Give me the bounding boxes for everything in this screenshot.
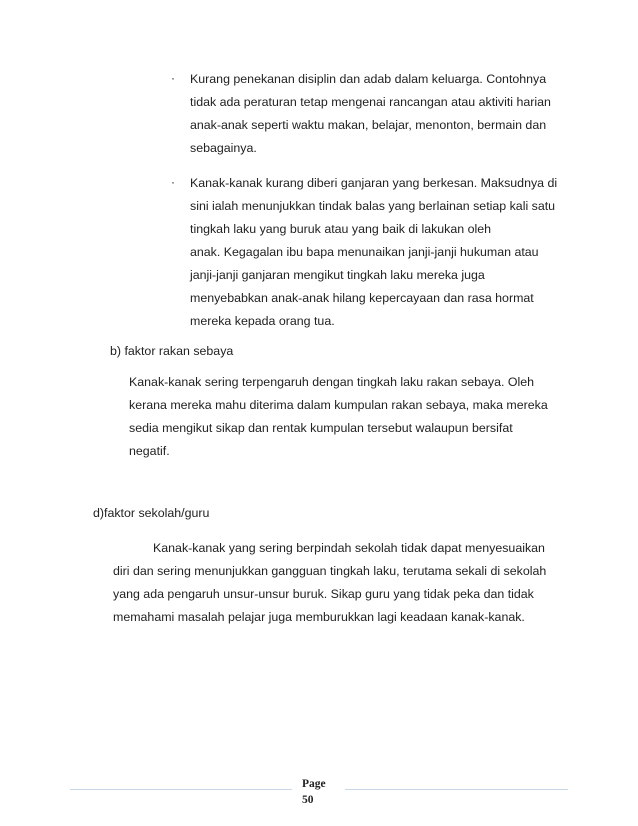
section-b-heading: b) faktor rakan sebaya (110, 344, 234, 358)
page-number: 50 (302, 794, 314, 806)
bullet-1-line-1: Kurang penekanan disiplin dan adab dalam keluarga. Contohnya (190, 72, 547, 86)
section-b-line-4: negatif. (129, 444, 170, 458)
bullet-2-line-6: menyebabkan anak-anak hilang kepercayaan dan rasa hormat (190, 291, 534, 305)
bullet-2-line-7: mereka kepada orang tua. (190, 314, 335, 328)
section-d-heading: d)faktor sekolah/guru (93, 506, 210, 520)
section-b-line-1: Kanak-kanak sering terpengaruh dengan tingkah laku rakan sebaya. Oleh (129, 375, 535, 389)
section-b-line-2: kerana mereka mahu diterima dalam kumpulan rakan sebaya, maka mereka (129, 398, 548, 412)
bullet-2-line-1: Kanak-kanak kurang diberi ganjaran yang berkesan. Maksudnya di (190, 176, 558, 190)
section-d-line-4: memahami masalah pelajar juga memburukkan lagi keadaan kanak-kanak. (113, 610, 525, 624)
bullet-2-line-2: sini ialah menunjukkan tindak balas yang berlainan setiap kali satu (190, 199, 556, 213)
bullet-1-line-3: anak-anak seperti waktu makan, belajar, menonton, bermain dan (190, 118, 547, 132)
section-d-line-3: yang ada pengaruh unsur-unsur buruk. Sikap guru yang tidak peka dan tidak (113, 587, 534, 601)
bullet-2-line-5: janji-janji ganjaran mengikut tingkah laku mereka juga (190, 268, 485, 282)
bullet-marker: · (171, 175, 175, 189)
section-d-line-1: Kanak-kanak yang sering berpindah sekolah tidak dapat menyesuaikan (153, 541, 545, 555)
bullet-1-line-2: tidak ada peraturan tetap mengenai rancangan atau aktiviti harian (190, 95, 551, 109)
section-d-line-2: diri dan sering menunjukkan gangguan tingkah laku, terutama sekali di sekolah (113, 564, 547, 578)
footer-rule-left (70, 789, 292, 790)
bullet-2-line-3: tingkah laku yang buruk atau yang baik di lakukan oleh (190, 222, 492, 236)
footer-rule-right (345, 789, 568, 790)
bullet-2-line-4: anak. Kegagalan ibu bapa menunaikan janji-janji hukuman atau (190, 245, 539, 259)
bullet-1-line-4: sebagainya. (190, 141, 257, 155)
section-b-line-3: sedia mengikut sikap dan rentak kumpulan tersebut walaupun bersifat (129, 421, 513, 435)
page-label: Page (302, 778, 326, 790)
bullet-marker: · (171, 71, 175, 85)
